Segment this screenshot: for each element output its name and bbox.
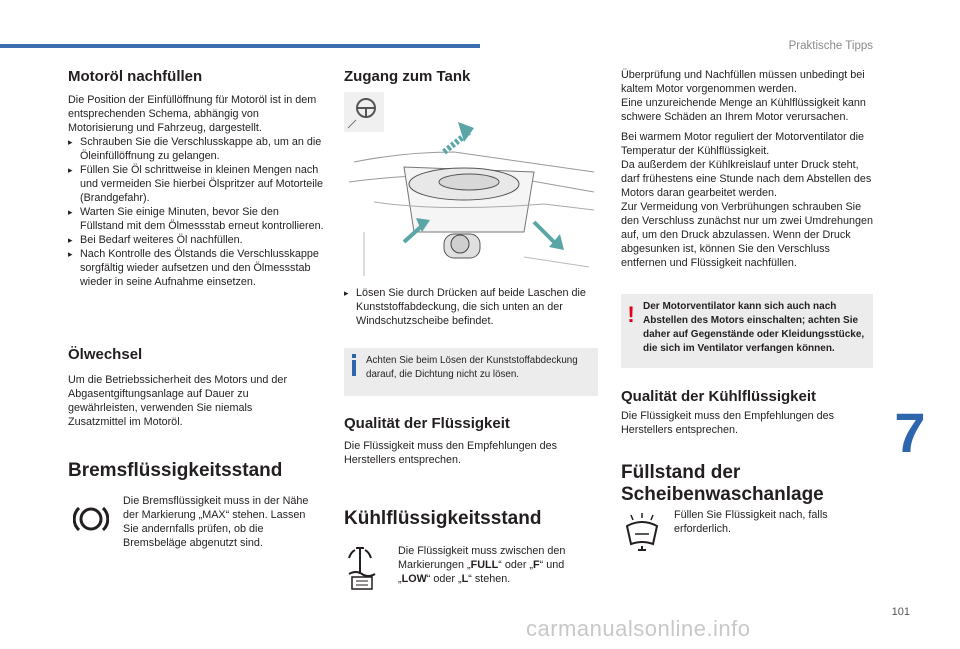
coolant-quality-title: Qualität der Kühlflüssigkeit <box>621 388 817 405</box>
oil-step-4: ▸ Bei Bedarf weiteres Öl nachfüllen. <box>68 233 324 247</box>
coolant-para-2: Bei warmem Motor reguliert der Motorventilator die Temperatur der Kühlflüssigkeit. <box>621 131 865 157</box>
info-icon <box>350 354 358 378</box>
info-note-box <box>344 348 598 396</box>
watermark: carmanualsonline.info <box>526 616 751 641</box>
tank-access-text <box>344 286 598 328</box>
marker-low: LOW <box>401 573 427 585</box>
coolant-level-text <box>398 544 588 586</box>
section-header: Praktische Tipps <box>788 40 873 52</box>
oil-step-2: ▸ Füllen Sie Öl schrittweise in kleinen Mengen nach und vermeiden Sie hierbei Ölspritzer auf Motorteile (Brandgefahr). <box>68 163 324 205</box>
marker-l: L <box>461 573 469 585</box>
info-note-text: Achten Sie beim Lösen der Kunststoffabdeckung darauf, die Dichtung nicht zu lösen. <box>366 355 578 380</box>
coolant-level-title: Kühlflüssigkeitsstand <box>344 508 542 529</box>
coolant-icon <box>346 544 378 595</box>
coolant-text-part: “ und „ <box>398 559 565 585</box>
brake-fluid-text: Die Bremsflüssigkeit muss in der Nähe der Markierung „MAX“ stehen. Lassen Sie andernfalls prüfen, ob die Bremsbeläge abgenutzt sind. <box>123 495 309 549</box>
chapter-number: 7 <box>894 401 926 464</box>
warning-icon: ! <box>627 302 635 327</box>
warning-box <box>621 294 873 368</box>
washer-title-line-1: Füllstand der <box>621 462 741 483</box>
oil-change-text: Um die Betriebssicherheit des Motors und der Abgasentgiftungsanlage auf Dauer zu gewährleisten, verwenden Sie niemals Zusatzmittel im Motoröl. <box>68 374 288 428</box>
oil-refill-title: Motoröl nachfüllen <box>68 68 203 85</box>
tank-access-illustration <box>344 92 598 276</box>
oil-step-1: ▸ Schrauben Sie die Verschlusskappe ab, um an die Öleinfüllöffnung zu gelangen. <box>68 135 324 163</box>
fluid-quality-title: Qualität der Flüssigkeit <box>344 415 510 432</box>
coolant-para-2c: Zur Vermeidung von Verbrühungen schrauben Sie den Verschluss zunächst nur um zwei Umdrehungen auf, um den Druck abzulassen. Wenn der Druck abgesunken ist, können Sie den Verschluss entfernen und Flüssigkeit nachfüllen. <box>621 201 874 269</box>
coolant-para-1: Überprüfung und Nachfüllen müssen unbedingt bei kaltem Motor vorgenommen werden. <box>621 69 865 95</box>
washer-title-line-2: Scheibenwaschanlage <box>621 484 824 505</box>
warning-text: Der Motorventilator kann sich auch nach Abstellen des Motors einschalten; achten Sie daher auf Gegenstände oder Kleidungsstücke, die sich im Ventilator verfangen können. <box>643 301 865 354</box>
coolant-text-part: “ stehen. <box>468 573 511 585</box>
coolant-quality-text: Die Flüssigkeit muss den Empfehlungen des Herstellers entsprechen. <box>621 410 835 436</box>
coolant-para-1b: Eine unzureichende Menge an Kühlflüssigkeit kann schwere Schäden an Ihrem Motor verursachen. <box>621 97 866 123</box>
coolant-check-text <box>621 68 877 270</box>
oil-step-3: ▸ Warten Sie einige Minuten, bevor Sie den Füllstand mit dem Ölmessstab erneut kontrollieren. <box>68 205 324 233</box>
washer-icon <box>623 512 661 557</box>
page-number: 101 <box>891 606 910 618</box>
washer-level-title <box>621 462 824 506</box>
marker-full: FULL <box>470 559 499 571</box>
washer-level-text: Füllen Sie Flüssigkeit nach, falls erforderlich. <box>674 509 828 535</box>
coolant-para-2b: Da außerdem der Kühlkreislauf unter Druck steht, darf frühestens eine Stunde nach dem Abstellen des Motors daran gearbeitet werden. <box>621 159 872 199</box>
brake-fluid-icon <box>73 501 109 542</box>
oil-intro: Die Position der Einfüllöffnung für Motoröl ist in dem entsprechenden Schema, abhängig von Motorisierung und Fahrzeug, dargestellt. <box>68 94 317 134</box>
marker-f: F <box>533 559 540 571</box>
oil-change-title: Ölwechsel <box>68 346 143 363</box>
coolant-text-part: “ oder „ <box>426 573 462 585</box>
coolant-text-part: Die Flüssigkeit muss zwischen den Markierungen „ <box>398 545 566 571</box>
brake-fluid-title: Bremsflüssigkeitsstand <box>68 460 283 481</box>
fluid-quality-text: Die Flüssigkeit muss den Empfehlungen des Herstellers entsprechen. <box>344 440 558 466</box>
coolant-text-part: “ oder „ <box>498 559 534 571</box>
tank-access-title: Zugang zum Tank <box>344 68 471 85</box>
oil-refill-text <box>68 93 324 289</box>
tank-access-step: ▸ Lösen Sie durch Drücken auf beide Laschen die Kunststoffabdeckung, die sich unten an der Windschutzscheibe befindet. <box>344 286 598 328</box>
header-bar <box>0 44 480 48</box>
oil-step-5: ▸ Nach Kontrolle des Ölstands die Verschlusskappe sorgfältig wieder aufsetzen und den Ölmessstab wieder in seine Aufnahme einsetzen. <box>68 247 324 289</box>
